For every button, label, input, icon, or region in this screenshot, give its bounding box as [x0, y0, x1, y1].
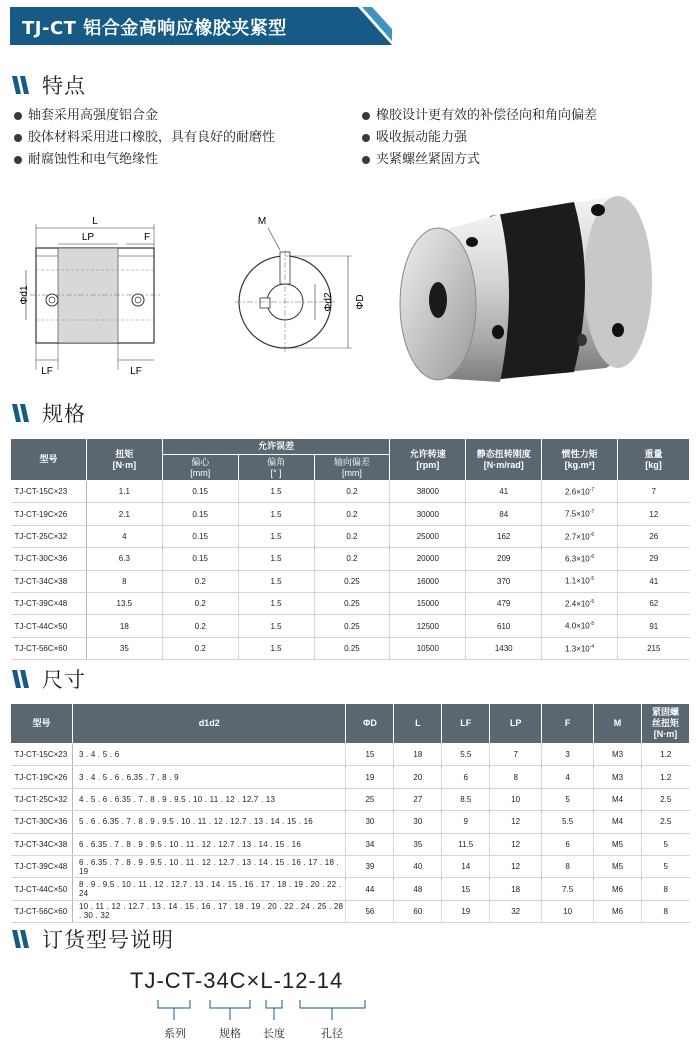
table-row: TJ-CT-19C×26 3 . 4 . 5 . 6 . 6.35 . 7 . 8 . 9 19 20 6 8 4 M3 1.2	[11, 766, 690, 788]
table-row: TJ-CT-56C×60 10 . 11 . 12 . 12.7 . 13 . 14 . 15 . 16 . 17 . 18 . 19 . 20 . 22 . 24 . 25 . 28 . 30 . 32 56 60 19 32 10 M6 8	[11, 900, 690, 922]
dim-LP-label: LP	[81, 232, 95, 243]
dim-d1-label: Φd1	[19, 285, 30, 305]
col-M: M	[594, 704, 642, 744]
section-slash-icon	[10, 74, 32, 96]
col-screw-torque: 紧固螺 丝扭矩 [N·m]	[642, 704, 690, 744]
dim-LF-right-label: LF	[130, 366, 142, 377]
dim-d2-label: Φd2	[323, 292, 334, 312]
rubber-section	[58, 248, 118, 343]
order-code-brackets	[150, 996, 390, 1024]
feature-item: 耐腐蚀性和电气绝缘性	[12, 149, 275, 171]
features-list-left	[12, 105, 275, 171]
dimension-table	[10, 703, 690, 923]
order-label-spec: 规格	[219, 1027, 241, 1040]
table-row: TJ-CT-19C×26 2.1 0.15 1.5 0.2 30000 84 $7.5\times 10^{-7}$ 12	[11, 503, 690, 525]
col-L: L	[394, 704, 442, 744]
dimension-drawing	[10, 210, 390, 380]
col-stiffness: 静态扭转刚度 [N·m/rad]	[466, 439, 542, 481]
product-photo	[396, 182, 676, 392]
col-model: 型号	[11, 704, 73, 744]
section-slash-icon	[10, 928, 32, 950]
col-speed: 允许转速 [rpm]	[390, 439, 466, 481]
col-inertia: 惯性力矩 [kg.m²]	[542, 439, 618, 481]
order-label-series: 系列	[164, 1027, 186, 1040]
section-features-title: 特点	[42, 74, 86, 98]
page-title: TJ-CT 铝合金高响应橡胶夹紧型	[22, 18, 287, 39]
section-dimensions-heading	[10, 664, 86, 694]
feature-item: 吸收振动能力强	[360, 127, 597, 149]
table-row: TJ-CT-25C×32 4 . 5 . 6 . 6.35 . 7 . 8 . 9 . 9.5 . 10 . 11 . 12 . 12.7 . 13 25 27 8.5 10 5 M4 2.5	[11, 788, 690, 810]
table-row: TJ-CT-25C×32 4 0.15 1.5 0.2 25000 162 $2.7\times 10^{-6}$ 26	[11, 525, 690, 547]
section-features-heading	[10, 70, 86, 100]
table-row: TJ-CT-39C×48 6 . 6.35 . 7 . 8 . 9 . 9.5 . 10 . 11 . 12 . 12.7 . 13 . 14 . 15 . 16 . 17 . 18 . 19 39 40 14 12 8 M5 5	[11, 855, 690, 877]
table-row: TJ-CT-56C×60 35 0.2 1.5 0.25 10500 1430 $1.3\times 10^{-4}$ 215	[11, 637, 690, 659]
spec-table	[10, 438, 690, 660]
section-specs-heading	[10, 398, 86, 428]
col-angular: 偏角 [° ]	[238, 455, 314, 481]
col-eccentric: 偏心 [mm]	[162, 455, 238, 481]
section-dimensions-title: 尺寸	[42, 668, 86, 692]
feature-item: 橡胶设计更有效的补偿径向和角向偏差	[360, 105, 597, 127]
col-torque: 扭矩 [N·m]	[86, 439, 162, 481]
section-slash-icon	[10, 402, 32, 424]
feature-item: 胶体材料采用进口橡胶，具有良好的耐磨性	[12, 127, 275, 149]
dim-L-label: L	[92, 216, 98, 227]
dim-LF-left-label: LF	[41, 366, 53, 377]
col-LF: LF	[442, 704, 490, 744]
order-code: TJ-CT-34C×L-12-14	[130, 968, 344, 993]
features-list-right	[360, 105, 597, 171]
col-F: F	[542, 704, 594, 744]
feature-item: 夹紧螺丝紧固方式	[360, 149, 597, 171]
table-row: TJ-CT-30C×36 5 . 6 . 6.35 . 7 . 8 . 9 . 9.5 . 10 . 11 . 12 . 12.7 . 13 . 14 . 15 . 16 30 30 9 12 5.5 M4 2.5	[11, 811, 690, 833]
dim-M-label: M	[257, 216, 267, 227]
table-row: TJ-CT-30C×36 6.3 0.15 1.5 0.2 20000 209 $6.3\times 10^{-6}$ 29	[11, 548, 690, 570]
col-D: ΦD	[346, 704, 394, 744]
col-axial: 轴向偏差 [mm]	[314, 455, 390, 481]
col-tolerance: 允许误差	[162, 439, 390, 455]
order-label-bore: 孔径	[321, 1027, 343, 1040]
table-row: TJ-CT-15C×23 3 . 4 . 5 . 6 15 18 5.5 7 3 M3 1.2	[11, 744, 690, 766]
table-row: TJ-CT-34C×38 6 . 6.35 . 7 . 8 . 9 . 9.5 . 10 . 11 . 12 . 12.7 . 13 . 14 . 15 . 16 34 35 11.5 12 6 M5 5	[11, 833, 690, 855]
table-row: TJ-CT-44C×50 18 0.2 1.5 0.25 12500 610 $4.0\times 10^{-5}$ 91	[11, 615, 690, 637]
order-label-length: 长度	[263, 1027, 285, 1040]
table-row: TJ-CT-15C×23 1.1 0.15 1.5 0.2 38000 41 $2.6\times 10^{-7}$ 7	[11, 481, 690, 503]
col-weight: 重量 [kg]	[618, 439, 690, 481]
col-LP: LP	[490, 704, 542, 744]
table-row: TJ-CT-39C×48 13.5 0.2 1.5 0.25 15000 479 $2.4\times 10^{-5}$ 62	[11, 592, 690, 614]
section-specs-title: 规格	[42, 402, 86, 426]
section-slash-icon	[10, 668, 32, 690]
section-ordering-title: 订货型号说明	[42, 928, 174, 952]
dim-D-label: ΦD	[355, 294, 366, 310]
col-model: 型号	[11, 439, 87, 481]
table-row: TJ-CT-34C×38 8 0.2 1.5 0.25 16000 370 $1.1\times 10^{-5}$ 41	[11, 570, 690, 592]
title-banner	[10, 7, 392, 45]
dim-F-label: F	[143, 232, 151, 243]
section-ordering-heading	[10, 924, 174, 954]
table-row: TJ-CT-44C×50 8 . 9 . 9.5 . 10 . 11 . 12 . 12.7 . 13 . 14 . 15 . 16 . 17 . 18 . 19 . 20 . 22 . 24 44 48 15 18 7.5 M6 8	[11, 878, 690, 900]
feature-item: 轴套采用高强度铝合金	[12, 105, 275, 127]
col-d1d2: d1d2	[72, 704, 346, 744]
